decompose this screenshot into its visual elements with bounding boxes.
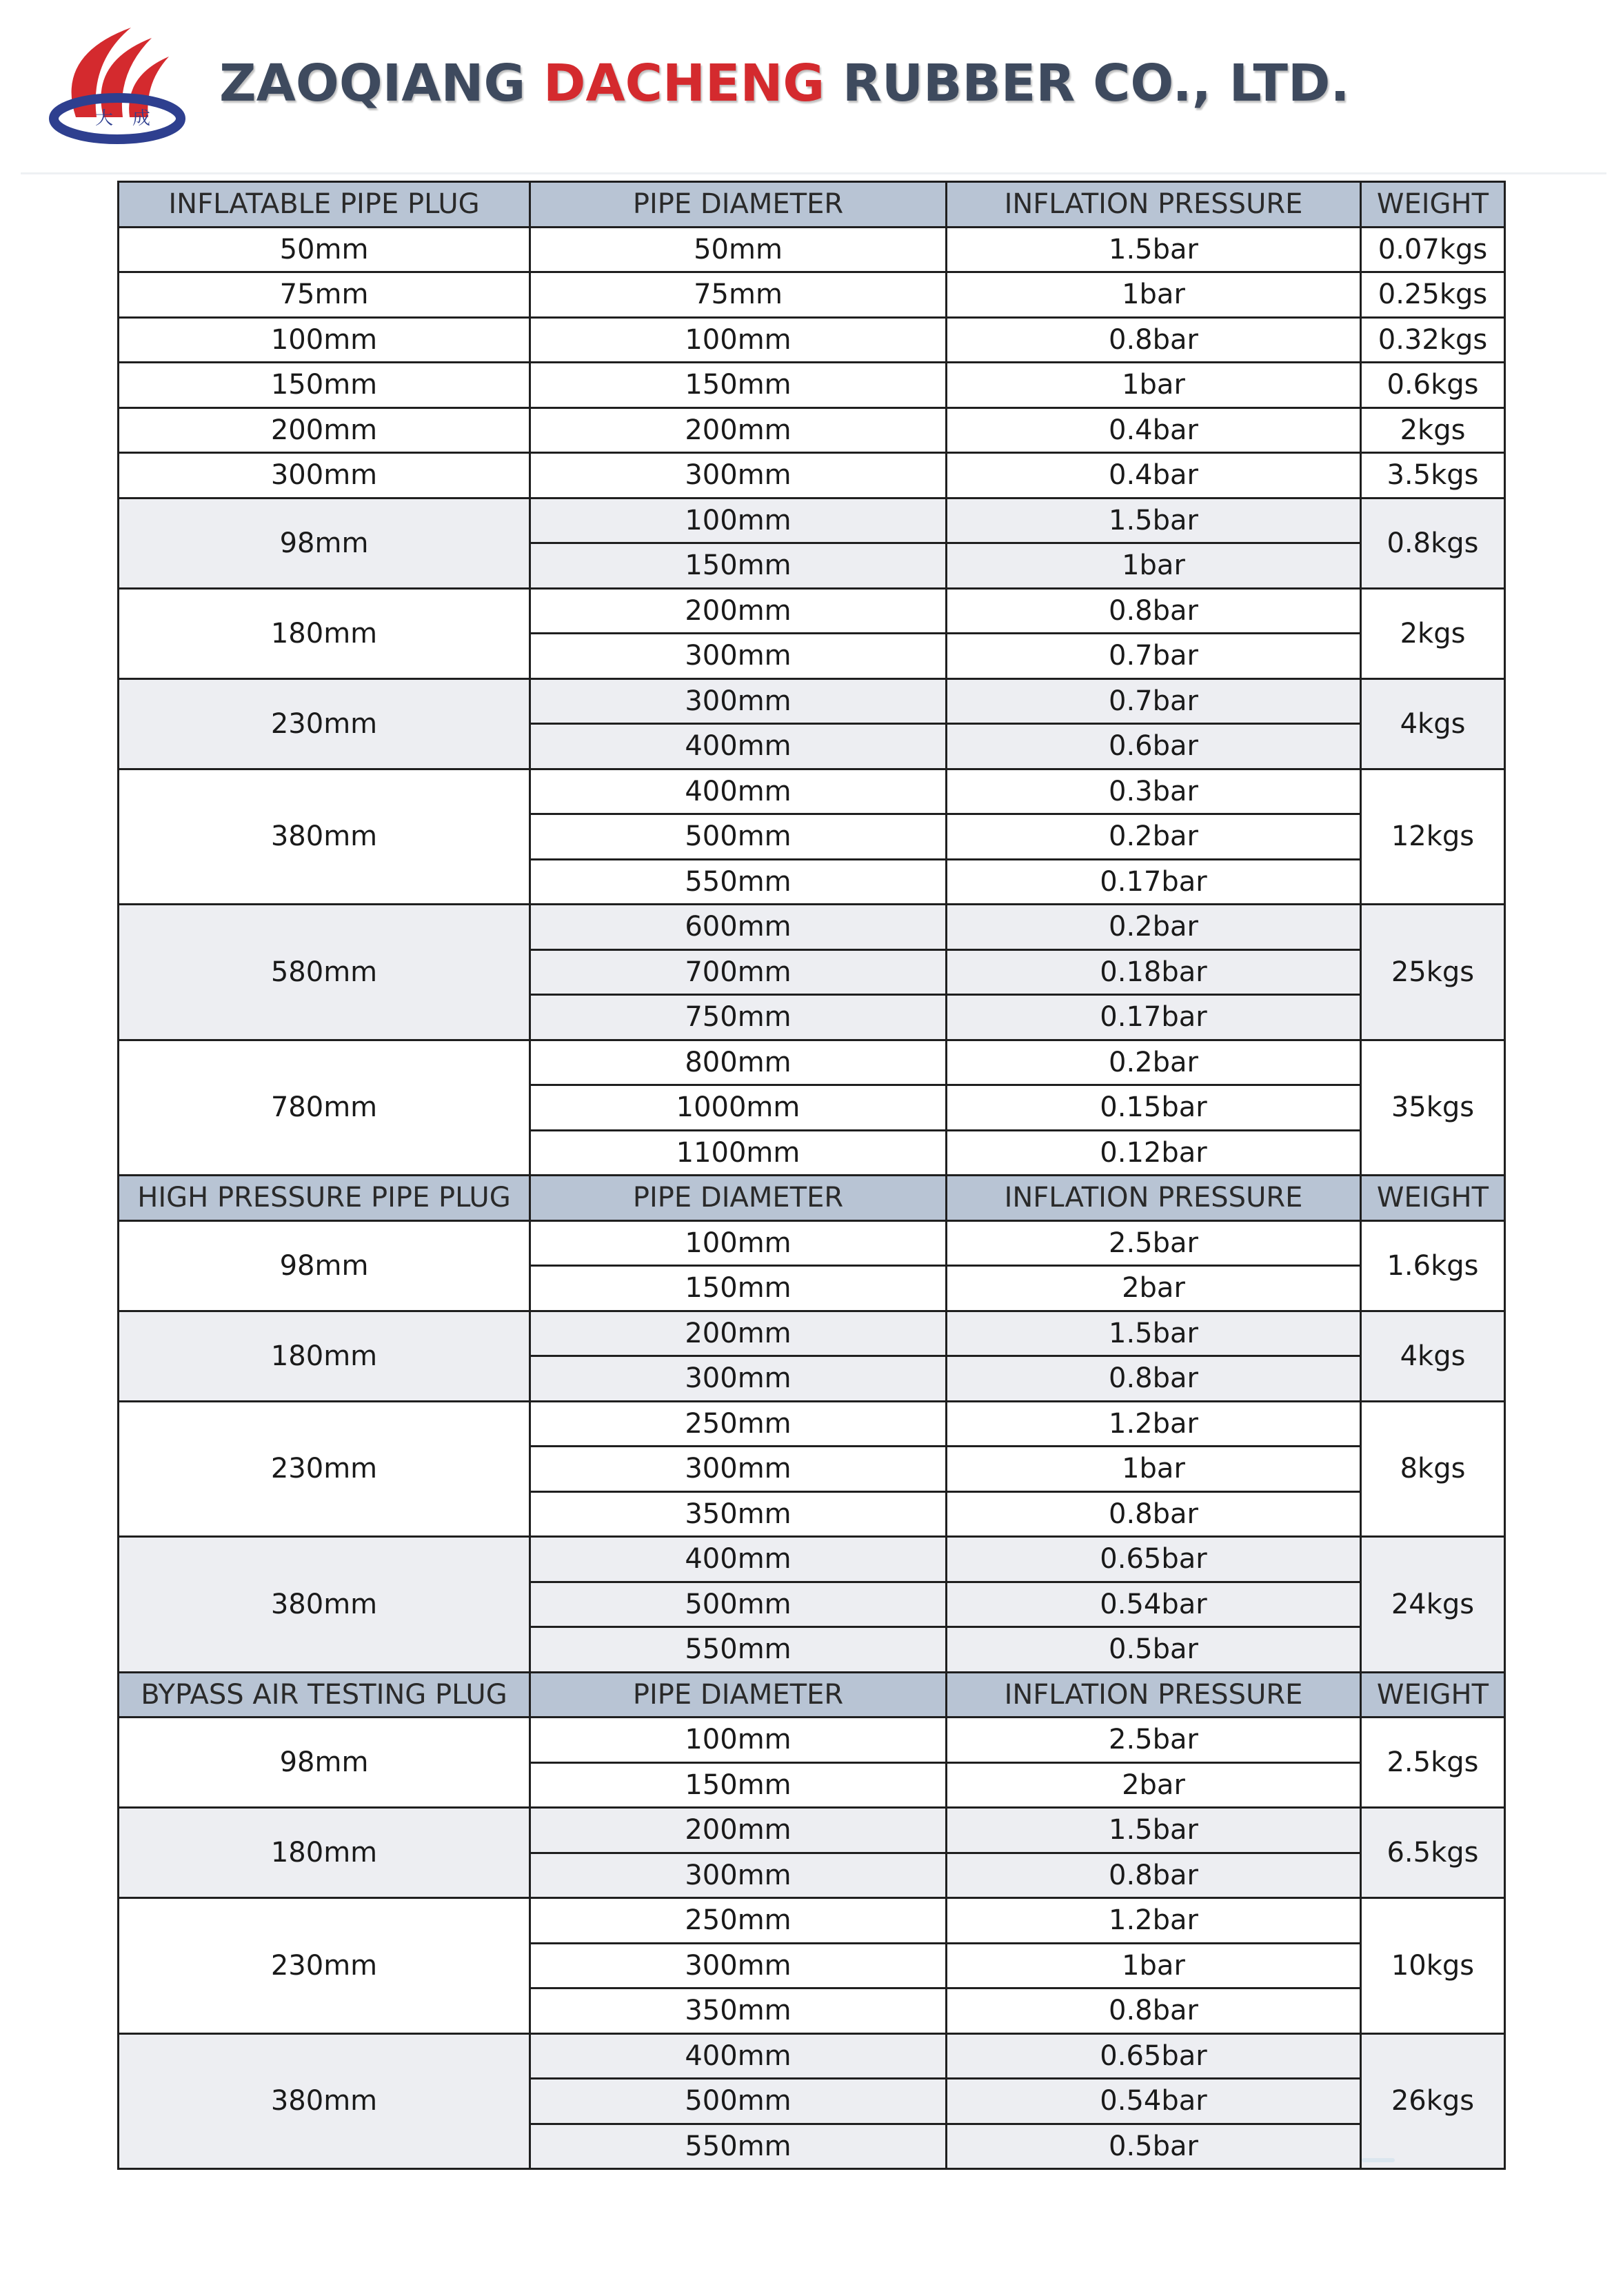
table-row [119,1718,1505,1763]
pipe-diameter-cell: 350mm [530,1988,947,2034]
pipe-diameter-cell: 200mm [530,588,947,634]
section-header-row [119,1176,1505,1221]
svg-text:成: 成 [132,108,151,129]
inflation-pressure-cell: 0.2bar [947,905,1361,950]
inflation-pressure-cell: 0.17bar [947,995,1361,1040]
pipe-diameter-cell: 300mm [530,678,947,724]
plug-size-cell: 380mm [119,2033,530,2169]
inflation-pressure-cell: 1bar [947,272,1361,318]
header-inflation-pressure: INFLATION PRESSURE [947,182,1361,228]
plug-size-cell: 75mm [119,272,530,318]
weight-cell: 10kgs [1361,1898,1505,2034]
table-row [119,769,1505,814]
plug-size-cell: 230mm [119,1898,530,2034]
pipe-diameter-cell: 100mm [530,1718,947,1763]
header-inflation-pressure: INFLATION PRESSURE [947,1176,1361,1221]
plug-size-cell: 50mm [119,227,530,272]
weight-cell: 0.6kgs [1361,363,1505,408]
inflation-pressure-cell: 0.7bar [947,634,1361,679]
plug-size-cell: 180mm [119,588,530,678]
weight-cell: 8kgs [1361,1401,1505,1537]
pipe-diameter-cell: 200mm [530,1311,947,1356]
inflation-pressure-cell: 0.5bar [947,2124,1361,2169]
header-weight: WEIGHT [1361,1672,1505,1718]
weight-cell: 12kgs [1361,769,1505,905]
pipe-diameter-cell: 300mm [530,1447,947,1492]
inflation-pressure-cell: 1bar [947,363,1361,408]
pipe-diameter-cell: 150mm [530,363,947,408]
inflation-pressure-cell: 0.18bar [947,949,1361,995]
section-header-row [119,182,1505,228]
weight-cell: 0.32kgs [1361,317,1505,363]
inflation-pressure-cell: 0.8bar [947,1356,1361,1402]
pipe-diameter-cell: 800mm [530,1040,947,1085]
pipe-diameter-cell: 400mm [530,1537,947,1582]
weight-cell: 35kgs [1361,1040,1505,1176]
pipe-diameter-cell: 550mm [530,2124,947,2169]
weight-cell: 0.25kgs [1361,272,1505,318]
pipe-diameter-cell: 100mm [530,1220,947,1266]
inflation-pressure-cell: 0.8bar [947,588,1361,634]
pipe-diameter-cell: 150mm [530,1266,947,1311]
plug-size-cell: 200mm [119,407,530,453]
weight-cell: 26kgs [1361,2033,1505,2169]
inflation-pressure-cell: 0.65bar [947,2033,1361,2079]
weight-cell: 0.8kgs [1361,498,1505,588]
plug-size-cell: 98mm [119,498,530,588]
table-row [119,317,1505,363]
inflation-pressure-cell: 0.4bar [947,453,1361,499]
pipe-diameter-cell: 350mm [530,1491,947,1537]
pipe-diameter-cell: 500mm [530,814,947,860]
inflation-pressure-cell: 0.2bar [947,1040,1361,1085]
table-row [119,1401,1505,1447]
table-row [119,905,1505,950]
weight-cell: 4kgs [1361,1311,1505,1401]
weight-cell: 4kgs [1361,678,1505,769]
pipe-diameter-cell: 100mm [530,317,947,363]
header-pipe-diameter: PIPE DIAMETER [530,182,947,228]
pipe-diameter-cell: 100mm [530,498,947,543]
weight-cell: 1.6kgs [1361,1220,1505,1311]
pipe-diameter-cell: 550mm [530,1627,947,1673]
table-row [119,407,1505,453]
company-name-highlight: DACHENG [543,54,825,113]
pipe-diameter-cell: 500mm [530,1582,947,1627]
inflation-pressure-cell: 0.4bar [947,407,1361,453]
header-pipe-diameter: PIPE DIAMETER [530,1176,947,1221]
table-row [119,453,1505,499]
pipe-diameter-cell: 400mm [530,769,947,814]
pipe-diameter-cell: 300mm [530,1943,947,1988]
page-header [0,0,1623,172]
table-row [119,1537,1505,1582]
plug-size-cell: 180mm [119,1311,530,1401]
pipe-diameter-cell: 550mm [530,859,947,905]
inflation-pressure-cell: 0.54bar [947,1582,1361,1627]
table-row [119,363,1505,408]
pipe-diameter-cell: 1100mm [530,1130,947,1176]
table-row [119,1311,1505,1356]
weight-cell: 0.07kgs [1361,227,1505,272]
pipe-diameter-cell: 75mm [530,272,947,318]
pipe-diameter-cell: 300mm [530,453,947,499]
company-logo [48,14,193,145]
inflation-pressure-cell: 1.5bar [947,498,1361,543]
scan-speck [1362,2158,1395,2162]
weight-cell: 2.5kgs [1361,1718,1505,1808]
pipe-diameter-cell: 750mm [530,995,947,1040]
header-weight: WEIGHT [1361,1176,1505,1221]
weight-cell: 2kgs [1361,407,1505,453]
inflation-pressure-cell: 0.12bar [947,1130,1361,1176]
pipe-diameter-cell: 400mm [530,2033,947,2079]
section-header-row [119,1672,1505,1718]
plug-size-cell: 300mm [119,453,530,499]
weight-cell: 3.5kgs [1361,453,1505,499]
inflation-pressure-cell: 1.5bar [947,1808,1361,1853]
pipe-diameter-cell: 300mm [530,1356,947,1402]
pipe-diameter-cell: 150mm [530,543,947,589]
weight-cell: 2kgs [1361,588,1505,678]
table-row [119,1040,1505,1085]
inflation-pressure-cell: 0.8bar [947,317,1361,363]
plug-size-cell: 100mm [119,317,530,363]
pipe-diameter-cell: 1000mm [530,1085,947,1131]
table-row [119,272,1505,318]
svg-text:大: 大 [95,108,114,129]
plug-size-cell: 180mm [119,1808,530,1898]
pipe-diameter-cell: 200mm [530,407,947,453]
inflation-pressure-cell: 0.7bar [947,678,1361,724]
inflation-pressure-cell: 1.5bar [947,227,1361,272]
table-row [119,1808,1505,1853]
header-divider [21,172,1606,174]
inflation-pressure-cell: 0.54bar [947,2079,1361,2124]
inflation-pressure-cell: 1.2bar [947,1401,1361,1447]
inflation-pressure-cell: 1bar [947,543,1361,589]
inflation-pressure-cell: 0.2bar [947,814,1361,860]
pipe-diameter-cell: 50mm [530,227,947,272]
plug-size-cell: 230mm [119,1401,530,1537]
header-weight: WEIGHT [1361,182,1505,228]
pipe-diameter-cell: 300mm [530,634,947,679]
inflation-pressure-cell: 0.6bar [947,724,1361,769]
inflation-pressure-cell: 0.5bar [947,1627,1361,1673]
inflation-pressure-cell: 0.8bar [947,1853,1361,1898]
inflation-pressure-cell: 0.15bar [947,1085,1361,1131]
pipe-diameter-cell: 250mm [530,1898,947,1944]
pipe-diameter-cell: 200mm [530,1808,947,1853]
plug-size-cell: 380mm [119,769,530,905]
inflation-pressure-cell: 2.5bar [947,1220,1361,1266]
table-row [119,1898,1505,1944]
inflation-pressure-cell: 0.3bar [947,769,1361,814]
table-row [119,498,1505,543]
inflation-pressure-cell: 2bar [947,1266,1361,1311]
pipe-diameter-cell: 150mm [530,1762,947,1808]
inflation-pressure-cell: 0.17bar [947,859,1361,905]
plug-size-cell: 98mm [119,1718,530,1808]
inflation-pressure-cell: 1.5bar [947,1311,1361,1356]
table-row [119,227,1505,272]
pipe-diameter-cell: 600mm [530,905,947,950]
plug-size-cell: 230mm [119,678,530,769]
spec-table [117,181,1506,2170]
table-row [119,2033,1505,2079]
header-plug-type: HIGH PRESSURE PIPE PLUG [119,1176,530,1221]
header-plug-type: BYPASS AIR TESTING PLUG [119,1672,530,1718]
inflation-pressure-cell: 1.2bar [947,1898,1361,1944]
header-pipe-diameter: PIPE DIAMETER [530,1672,947,1718]
pipe-diameter-cell: 500mm [530,2079,947,2124]
plug-size-cell: 380mm [119,1537,530,1673]
pipe-diameter-cell: 250mm [530,1401,947,1447]
inflation-pressure-cell: 0.8bar [947,1988,1361,2034]
company-name: ZAOQIANG DACHENG RUBBER CO., LTD. [219,54,1350,113]
table-row [119,678,1505,724]
pipe-diameter-cell: 300mm [530,1853,947,1898]
pipe-diameter-cell: 400mm [530,724,947,769]
table-row [119,1220,1505,1266]
plug-size-cell: 580mm [119,905,530,1040]
plug-size-cell: 150mm [119,363,530,408]
header-inflation-pressure: INFLATION PRESSURE [947,1672,1361,1718]
pipe-diameter-cell: 700mm [530,949,947,995]
weight-cell: 24kgs [1361,1537,1505,1673]
header-plug-type: INFLATABLE PIPE PLUG [119,182,530,228]
table-row [119,588,1505,634]
weight-cell: 6.5kgs [1361,1808,1505,1898]
plug-size-cell: 98mm [119,1220,530,1311]
inflation-pressure-cell: 2.5bar [947,1718,1361,1763]
inflation-pressure-cell: 0.65bar [947,1537,1361,1582]
inflation-pressure-cell: 1bar [947,1943,1361,1988]
inflation-pressure-cell: 0.8bar [947,1491,1361,1537]
inflation-pressure-cell: 2bar [947,1762,1361,1808]
weight-cell: 25kgs [1361,905,1505,1040]
plug-size-cell: 780mm [119,1040,530,1176]
inflation-pressure-cell: 1bar [947,1447,1361,1492]
